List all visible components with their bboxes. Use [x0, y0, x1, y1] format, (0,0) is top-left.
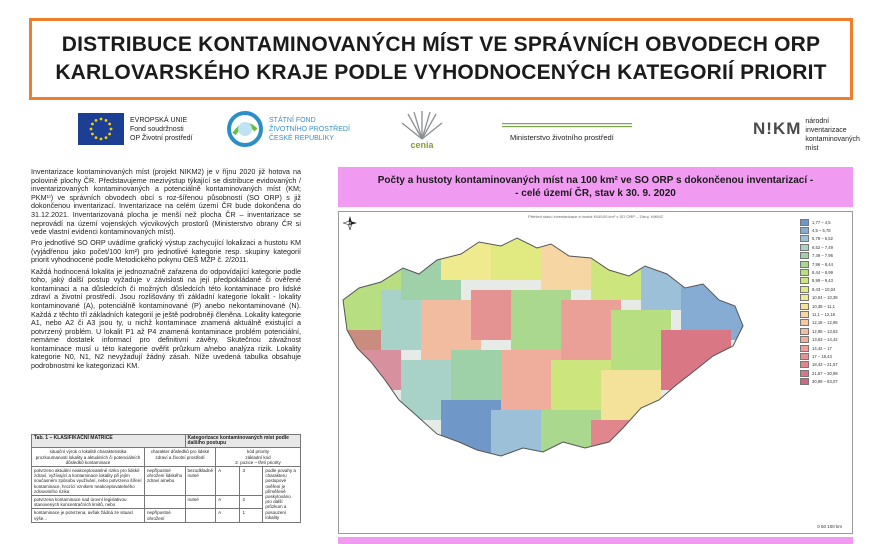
legend-swatch — [800, 277, 809, 284]
legend-label: 4,5 – 5,78 — [812, 228, 831, 234]
legend-item — [800, 277, 848, 285]
intro-paragraph-1: Inventarizace kontaminovaných míst (projekt NIKM2) je v říjnu 2020 již hotova na polovině plochy ČR. Představujeme mezivýstup týkající se distribuce evidovaných / inventarizovaných kontaminovaných a potenciálně kontaminovaných míst (KM; PKM¹⁾) ve správních obvodech obcí s roz-šířenou působností (SO ORP) s již dokončenou inventarizací. Inventarizace na celém území ČR bude dokončena do 31.12.2021. Inventarizovaná plocha je menší než plocha ČR – inventarizace se neprovádí na území vojenských výcvikových prostorů (Ministerstvo obrany ČR si vede vlastní evidenci kontaminovaných míst). — [31, 167, 301, 237]
czech-map — [341, 230, 791, 530]
legend-item — [800, 319, 848, 327]
sfzp-logo-line3: ČESKÉ REPUBLIKY — [269, 134, 334, 142]
legend-item — [800, 226, 848, 234]
legend-label: 21,57 – 30,99 — [812, 370, 838, 376]
legend-label: 5,78 – 6,52 — [812, 236, 833, 242]
matrix-col-code-title: kód priority — [247, 449, 270, 455]
cenia-logo — [400, 105, 444, 153]
intro-paragraph-2: Pro jednotlivé SO ORP uvádíme grafický výstup zachycující lokalizaci a hustotu KM (vyjádřenou jako počet/100 km²) pro jednotlivé kategorie resp. skupiny kategorií priorit vyhodnocené podle Metodického pokynu OEŠ MŽP č. 2/2011. — [31, 238, 301, 265]
legend-swatch — [800, 319, 809, 326]
legend-label: 17 – 18,43 — [812, 353, 832, 359]
matrix-caption-left: Tab. 1 – KLASIFIKAČNÍ MATRICE — [32, 435, 186, 448]
matrix-row-1-situation: potvrzeno aktuální neakceptovatelné riziko pro lidské zdraví, vyžívající a kontaminace lokality při jejím současném způsobu využívání, nebo potvrzeno šíření kontaminace, hrozící vznikem neakceptovatelného zdravotního rizika — [32, 467, 145, 496]
matrix-col-character: charakter důsledků pro lidské zdraví a životní prostředí — [144, 448, 215, 467]
map-scale: 0 50 100 km — [817, 524, 842, 529]
matrix-row-3-urgency — [185, 509, 216, 522]
legend-swatch — [800, 353, 809, 360]
legend-label: 6,52 – 7,49 — [812, 244, 833, 250]
legend-label: 12,18 – 12,95 — [812, 320, 838, 326]
intro-paragraph-3: Každá hodnocená lokalita je jednoznačně zařazena do odpovídající kategorie podle toho, jaký další postup vyžaduje v závislosti na její předpokládané či ověřené kontaminaci a na důsledcích či možných důsledcích této kontaminace pro lidské zdraví a životní prostředí. Jsou rozlišovány tři základní kategorie lokalit - lokality kontaminované (A), potenciálně kontaminované (P) anebo nekontaminované (N). Každá z těchto tří základních kategorií je ještě podrobněji členěna. Lokality kategorie A1, nebo A2 či A3 jsou ty, u nichž kontaminace znamená aktuálně existující a potvrzený problém. U lokalit P1 až P4 znamená kontaminace problém potenciální, nemáme dostatek informací pro definitivní závěry. Skutečnou závažnost kontaminace musí u této kategorie ověřit průzkum a/nebo analýza rizik. Lokality kategorie N0, N1, N2 nevyžadují žádný zásah. Níže uvedená tabulka obsahuje podrobnostmi ke kategorizaci KM. — [31, 266, 301, 371]
legend-label: 7,96 – 8,44 — [812, 261, 833, 267]
legend-item — [800, 335, 848, 343]
legend-item — [800, 369, 848, 377]
legend-item — [800, 361, 848, 369]
nikm-logo-line1: národní inventarizace — [805, 118, 847, 134]
matrix-row-2-urgency: nutné — [185, 496, 216, 509]
legend-item — [800, 268, 848, 276]
title-line-2: KARLOVARSKÉHO KRAJE PODLE VYHODNOCENÝCH KATEGORIÍ PRIORIT — [55, 61, 827, 84]
map-heading-line2: - celé území ČR, stav k 30. 9. 2020 — [515, 188, 676, 199]
matrix-row-1-impact: nepřípustné ohrožení lidského zdraví a/nebo — [144, 467, 185, 496]
eu-logo-line1: EVROPSKÁ UNIE — [130, 116, 188, 124]
legend-item — [800, 294, 848, 302]
legend-item — [800, 327, 848, 335]
matrix-row-2-situation: potvrzena kontaminace nad úrovní legislativou stanovených koncentračních limitů, nebo — [32, 496, 145, 509]
legend-swatch — [800, 311, 809, 318]
legend-swatch — [800, 269, 809, 276]
matrix-col-code-second: 2. pozice – třetí priority — [235, 459, 281, 465]
legend-item — [800, 235, 848, 243]
legend-label: 8,44 – 8,99 — [812, 270, 833, 276]
intro-text — [31, 168, 301, 373]
legend-swatch — [800, 261, 809, 268]
sfzp-logo — [226, 105, 350, 153]
legend-swatch — [800, 370, 809, 377]
classification-matrix — [31, 434, 301, 544]
legend-label: 8,99 – 9,43 — [812, 278, 833, 284]
matrix-caption-right: Kategorizace kontaminovaných míst podle dalšího postupu — [185, 435, 300, 448]
matrix-row-3-cat: A — [216, 509, 240, 522]
matrix-col-code — [216, 448, 301, 467]
legend-swatch — [800, 294, 809, 301]
eu-logo-line2: Fond soudržnosti — [130, 125, 184, 133]
sfzp-logo-line2: ŽIVOTNÍHO PROSTŘEDÍ — [269, 125, 350, 133]
legend-swatch — [800, 361, 809, 368]
legend-swatch — [800, 336, 809, 343]
matrix-row-2-level: 2 — [240, 496, 263, 509]
matrix-row-1-urgency: bezodkladně nutné — [185, 467, 216, 496]
legend-item — [800, 243, 848, 251]
eu-logo — [78, 105, 193, 153]
mzp-logo-name: Ministerstvo životního prostředí — [510, 132, 614, 142]
matrix-col-situation: situační výrok o lokalitě charakteristika prozkoumanosti lokality a aktuálních či potenciálních důsledků kontaminace — [32, 448, 145, 467]
nikm-logo-line2: kontaminovaných míst — [805, 136, 860, 152]
legend-label: 30,99 – 83,07 — [812, 379, 838, 385]
legend-item — [800, 218, 848, 226]
sfzp-logo-line1: STÁTNÍ FOND — [269, 116, 316, 124]
legend-item — [800, 252, 848, 260]
legend-swatch — [800, 219, 809, 226]
sfzp-swirl-icon — [226, 110, 264, 148]
eu-logo-line3: OP Životní prostředí — [130, 134, 193, 142]
nikm-logo — [753, 105, 860, 153]
matrix-row-3-situation: kontaminace je potvrzena, avšak žádná ze situací výše... — [32, 509, 145, 522]
legend-item — [800, 377, 848, 385]
legend-label: 9,43 – 10,04 — [812, 286, 836, 292]
legend-label: 11,1 – 12,18 — [812, 311, 835, 317]
legend-item — [800, 260, 848, 268]
legend-item — [800, 352, 848, 360]
map-frame — [338, 211, 853, 534]
matrix-row-3-impact: nepřípustné ohrožení — [144, 509, 185, 522]
matrix-row-1-level: 3 — [240, 467, 263, 496]
legend-swatch — [800, 252, 809, 259]
mzp-logo — [502, 105, 632, 153]
map-heading — [338, 167, 853, 207]
legend-swatch — [800, 235, 809, 242]
north-arrow-icon — [343, 216, 357, 230]
cenia-rays-icon — [400, 109, 444, 143]
map-heading-line1: Počty a hustoty kontaminovaných míst na 100 km² ve SO ORP s dokončenou inventarizací - — [377, 175, 814, 186]
legend-swatch — [800, 303, 809, 310]
legend-item — [800, 302, 848, 310]
matrix-note: podle povahy a charakteru postupové ověření je přiměřeně poskytováno pro další průzkum a posouzení lokality — [263, 467, 301, 523]
logo-strip — [70, 105, 860, 153]
legend-label: 12,95 – 13,63 — [812, 328, 838, 334]
legend-label: 10,04 – 10,38 — [812, 295, 838, 301]
mzp-stripes-icon — [502, 117, 632, 133]
map-regions — [341, 230, 791, 530]
legend-swatch — [800, 378, 809, 385]
legend-label: 10,38 – 11,1 — [812, 303, 835, 309]
legend-swatch — [800, 227, 809, 234]
legend-label: 13,63 – 14,42 — [812, 337, 838, 343]
legend-item — [800, 285, 848, 293]
cenia-logo-name: cenia — [410, 139, 434, 150]
matrix-col-code-base: základní kód — [245, 454, 271, 460]
legend-swatch — [800, 286, 809, 293]
eu-flag-icon — [78, 113, 124, 145]
legend-label: 14,42 – 17 — [812, 345, 832, 351]
legend-swatch — [800, 244, 809, 251]
bottom-band — [338, 537, 853, 544]
legend-swatch — [800, 345, 809, 352]
matrix-row-1-cat: A — [216, 467, 240, 496]
map-subtitle: Přehled stavu inventarizace a hustot KM/100 km² v SO ORP – Zdroj: NIKM2 — [528, 214, 663, 219]
map-legend — [800, 218, 848, 386]
title-line-1: DISTRIBUCE KONTAMINOVANÝCH MÍST VE SPRÁVNÍCH OBVODECH ORP — [61, 33, 821, 56]
matrix-row-2-cat: A — [216, 496, 240, 509]
legend-label: 18,43 – 21,57 — [812, 362, 838, 368]
legend-item — [800, 310, 848, 318]
legend-item — [800, 344, 848, 352]
legend-label: 7,49 – 7,96 — [812, 253, 833, 259]
legend-swatch — [800, 328, 809, 335]
matrix-row-3-level: 1 — [240, 509, 263, 522]
legend-label: 1,77 – 4,5 — [812, 219, 831, 225]
matrix-row-2-impact — [144, 496, 185, 509]
nikm-logo-name: N!KM — [753, 119, 802, 138]
title-box — [29, 18, 853, 100]
